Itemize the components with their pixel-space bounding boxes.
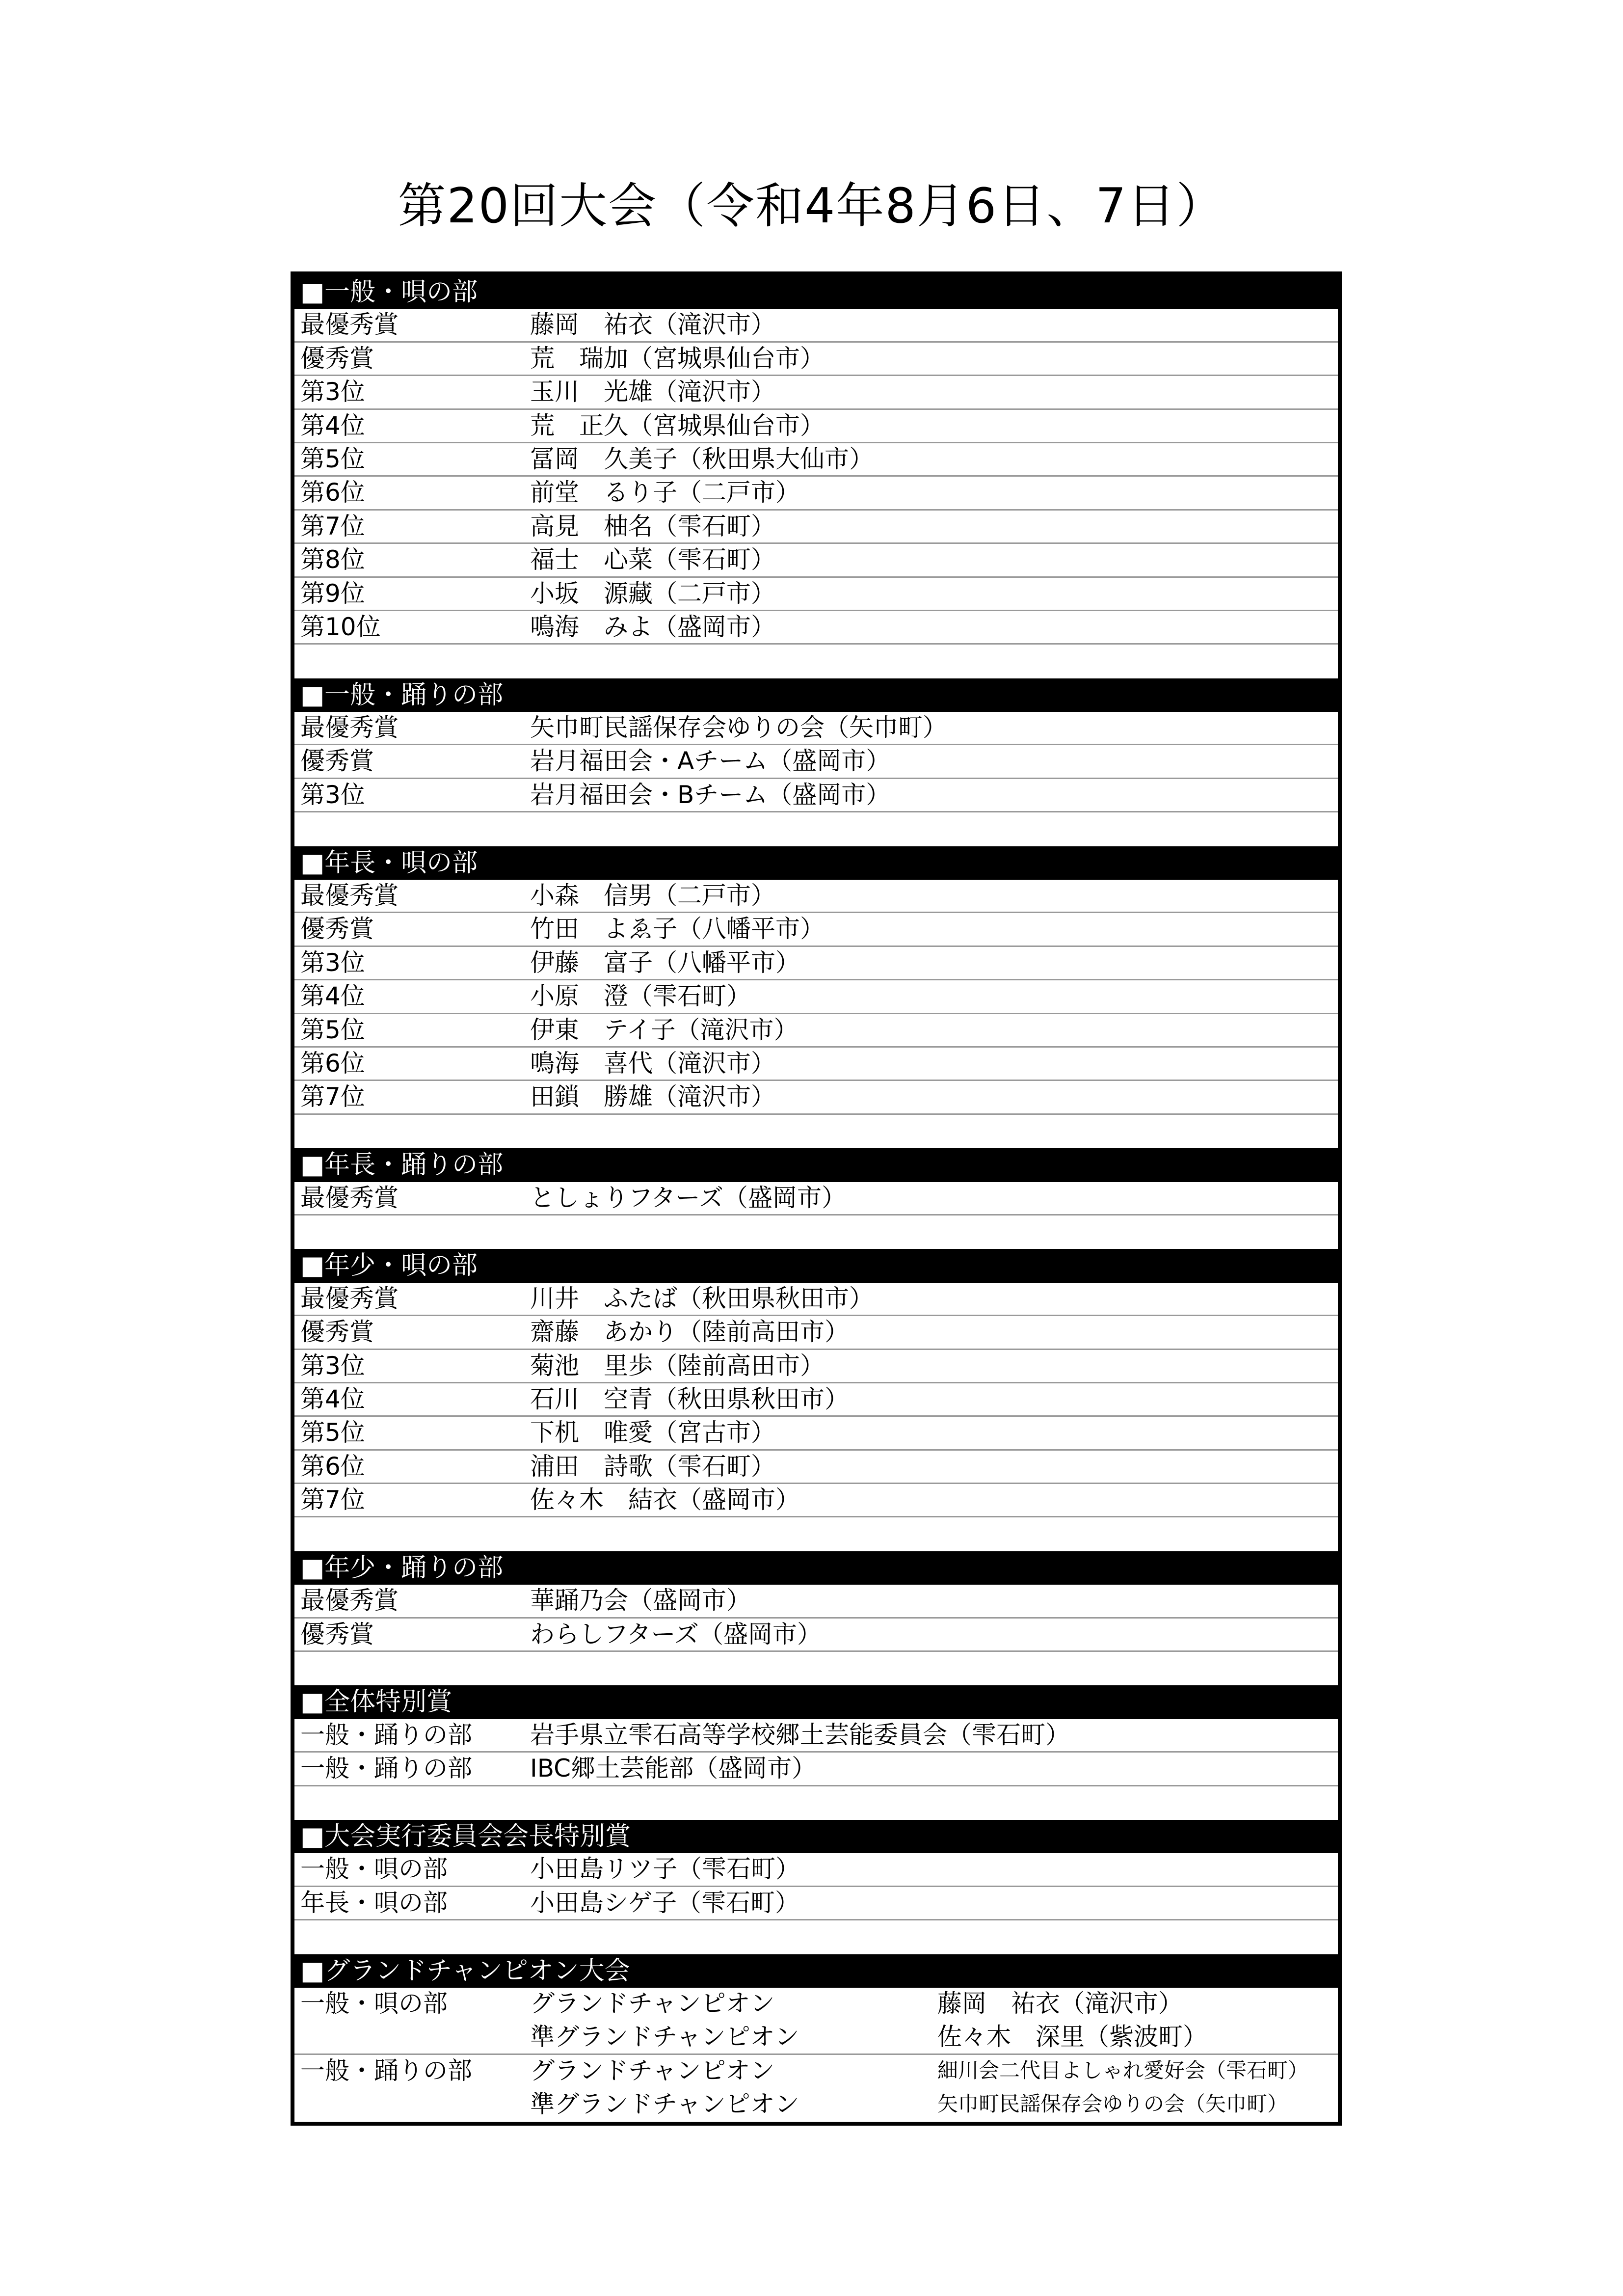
result-row (294, 544, 1338, 577)
result-row (294, 1719, 1338, 1753)
rank-label: 最優秀賞 (300, 713, 399, 742)
result-row (294, 712, 1338, 745)
result-row (294, 1182, 1338, 1216)
result-row (294, 1048, 1338, 1081)
rank-label: 一般・踊りの部 (300, 1754, 472, 1783)
section-header: ■年長・唄の部 (294, 846, 1338, 880)
rank-label: 一般・唄の部 (300, 1855, 448, 1884)
section-header: ■グランドチャンピオン大会 (294, 1954, 1338, 1988)
grand-row (294, 2021, 1338, 2054)
winner-name: 細川会二代目よしゃれ愛好会（雫石町） (937, 2058, 1309, 2082)
rank-label: 第7位 (300, 1486, 365, 1514)
rank-label: 優秀賞 (300, 1620, 374, 1648)
rank-label: 最優秀賞 (300, 1183, 399, 1212)
winner-name: 藤岡 祐衣（滝沢市） (937, 1989, 1183, 2018)
winner-name: 小坂 源藏（二戸市） (530, 579, 775, 608)
rank-label: 第4位 (300, 411, 365, 440)
spacer-row (294, 1786, 1338, 1820)
result-row (294, 1619, 1338, 1652)
winner-name: 小森 信男（二戸市） (530, 881, 775, 910)
award-label: 準グランドチャンピオン (530, 2023, 799, 2052)
rank-label: 第5位 (300, 1015, 365, 1044)
result-row (294, 779, 1338, 812)
grand-row (294, 1988, 1338, 2021)
spacer-row (294, 1517, 1338, 1551)
result-row (294, 913, 1338, 946)
result-row (294, 443, 1338, 477)
section-header: ■年少・唄の部 (294, 1249, 1338, 1282)
section-header: ■一般・唄の部 (294, 275, 1338, 309)
rank-label: 第3位 (300, 780, 365, 809)
winner-name: 前堂 るり子（二戸市） (530, 478, 800, 507)
grand-row (294, 2055, 1338, 2088)
winner-name: 高見 柚名（雫石町） (530, 512, 775, 540)
page-title: 第20回大会（令和4年8月6日、7日） (398, 178, 1225, 234)
winner-name: 佐々木 深里（紫波町） (937, 2023, 1207, 2052)
result-row (294, 477, 1338, 510)
rank-label: 第8位 (300, 545, 365, 574)
rank-label: 最優秀賞 (300, 1284, 399, 1313)
rank-label: 優秀賞 (300, 747, 374, 776)
winner-name: 玉川 光雄（滝沢市） (530, 378, 775, 406)
section-header: ■年長・踊りの部 (294, 1148, 1338, 1182)
section-header: ■一般・踊りの部 (294, 678, 1338, 712)
results-table (291, 271, 1342, 2126)
rank-label: 一般・踊りの部 (300, 1720, 472, 1749)
rank-label: 優秀賞 (300, 915, 374, 944)
award-label: グランドチャンピオン (530, 1989, 775, 2018)
spacer-row (294, 812, 1338, 846)
winner-name: 矢巾町民謡保存会ゆりの会（矢巾町） (530, 713, 947, 742)
winner-name: 鳴海 みよ（盛岡市） (530, 612, 775, 641)
division-label: 一般・踊りの部 (300, 2056, 472, 2085)
rank-label: 第3位 (300, 378, 365, 406)
result-row (294, 880, 1338, 913)
rank-label: 第6位 (300, 478, 365, 507)
rank-label: 第4位 (300, 982, 365, 1011)
rank-label: 第4位 (300, 1384, 365, 1413)
award-label: グランドチャンピオン (530, 2056, 775, 2085)
spacer-row (294, 645, 1338, 678)
rank-label: 第5位 (300, 444, 365, 473)
winner-name: 華踊乃会（盛岡市） (530, 1586, 751, 1615)
division-label: 一般・唄の部 (300, 1989, 448, 2018)
winner-name: 浦田 詩歌（雫石町） (530, 1452, 775, 1481)
result-row (294, 511, 1338, 544)
spacer-row (294, 1115, 1338, 1148)
result-row (294, 1417, 1338, 1450)
result-row (294, 1316, 1338, 1350)
result-row (294, 1283, 1338, 1316)
result-row (294, 1081, 1338, 1114)
rank-label: 第7位 (300, 512, 365, 540)
winner-name: 田鎖 勝雄（滝沢市） (530, 1082, 775, 1111)
rank-label: 優秀賞 (300, 344, 374, 373)
rank-label: 第3位 (300, 948, 365, 977)
winner-name: 岩手県立雫石高等学校郷土芸能委員会（雫石町） (530, 1720, 1070, 1749)
winner-name: 荒 瑞加（宮城県仙台市） (530, 344, 825, 373)
spacer-row (294, 1920, 1338, 1954)
winner-name: 石川 空青（秋田県秋田市） (530, 1384, 849, 1413)
rank-label: 第5位 (300, 1418, 365, 1447)
winner-name: 荒 正久（宮城県仙台市） (530, 411, 825, 440)
result-row (294, 309, 1338, 342)
section-header: ■全体特別賞 (294, 1685, 1338, 1719)
winner-name: 矢巾町民謡保存会ゆりの会（矢巾町） (937, 2092, 1288, 2116)
result-row (294, 1753, 1338, 1786)
result-row (294, 947, 1338, 980)
result-row (294, 1383, 1338, 1417)
rank-label: 最優秀賞 (300, 1586, 399, 1615)
spacer-row (294, 1652, 1338, 1685)
winner-name: としょりフターズ（盛岡市） (530, 1183, 846, 1212)
result-row (294, 376, 1338, 409)
winner-name: 佐々木 結衣（盛岡市） (530, 1486, 800, 1514)
winner-name: 川井 ふたば（秋田県秋田市） (530, 1284, 874, 1313)
winner-name: 冨岡 久美子（秋田県大仙市） (530, 444, 874, 473)
winner-name: 鳴海 喜代（滝沢市） (530, 1049, 775, 1078)
rank-label: 第6位 (300, 1452, 365, 1481)
result-row (294, 343, 1338, 376)
winner-name: IBC郷土芸能部（盛岡市） (530, 1754, 817, 1783)
winner-name: 齋藤 あかり（陸前高田市） (530, 1318, 849, 1347)
winner-name: 藤岡 祐衣（滝沢市） (530, 310, 775, 339)
result-row (294, 1585, 1338, 1618)
winner-name: 竹田 よゑ子（八幡平市） (530, 915, 825, 944)
winner-name: 岩月福田会・Bチーム（盛岡市） (530, 780, 891, 809)
result-row (294, 611, 1338, 645)
grand-row (294, 2088, 1338, 2122)
winner-name: 下机 唯愛（宮古市） (530, 1418, 775, 1447)
rank-label: 年長・唄の部 (300, 1888, 448, 1917)
winner-name: 伊東 テイ子（滝沢市） (530, 1015, 798, 1044)
winner-name: 小田島リツ子（雫石町） (530, 1855, 800, 1884)
result-row (294, 1484, 1338, 1517)
result-row (294, 1451, 1338, 1484)
award-label: 準グランドチャンピオン (530, 2090, 799, 2119)
result-row (294, 980, 1338, 1014)
result-row (294, 578, 1338, 611)
winner-name: わらしフターズ（盛岡市） (530, 1620, 822, 1648)
winner-name: 小原 澄（雫石町） (530, 982, 751, 1011)
rank-label: 最優秀賞 (300, 310, 399, 339)
result-row (294, 410, 1338, 443)
rank-label: 第3位 (300, 1351, 365, 1380)
rank-label: 優秀賞 (300, 1318, 374, 1347)
rank-label: 第10位 (300, 612, 381, 641)
spacer-row (294, 1216, 1338, 1249)
rank-label: 第6位 (300, 1049, 365, 1078)
result-row (294, 745, 1338, 779)
result-row (294, 1853, 1338, 1887)
result-row (294, 1350, 1338, 1383)
winner-name: 岩月福田会・Aチーム（盛岡市） (530, 747, 891, 776)
rank-label: 第9位 (300, 579, 365, 608)
section-header: ■大会実行委員会会長特別賞 (294, 1820, 1338, 1853)
section-header: ■年少・踊りの部 (294, 1551, 1338, 1585)
rank-label: 最優秀賞 (300, 881, 399, 910)
rank-label: 第7位 (300, 1082, 365, 1111)
result-row (294, 1887, 1338, 1920)
winner-name: 菊池 里歩（陸前高田市） (530, 1351, 825, 1380)
result-row (294, 1014, 1338, 1048)
winner-name: 伊藤 富子（八幡平市） (530, 948, 800, 977)
winner-name: 福士 心菜（雫石町） (530, 545, 775, 574)
winner-name: 小田島シゲ子（雫石町） (530, 1888, 799, 1917)
